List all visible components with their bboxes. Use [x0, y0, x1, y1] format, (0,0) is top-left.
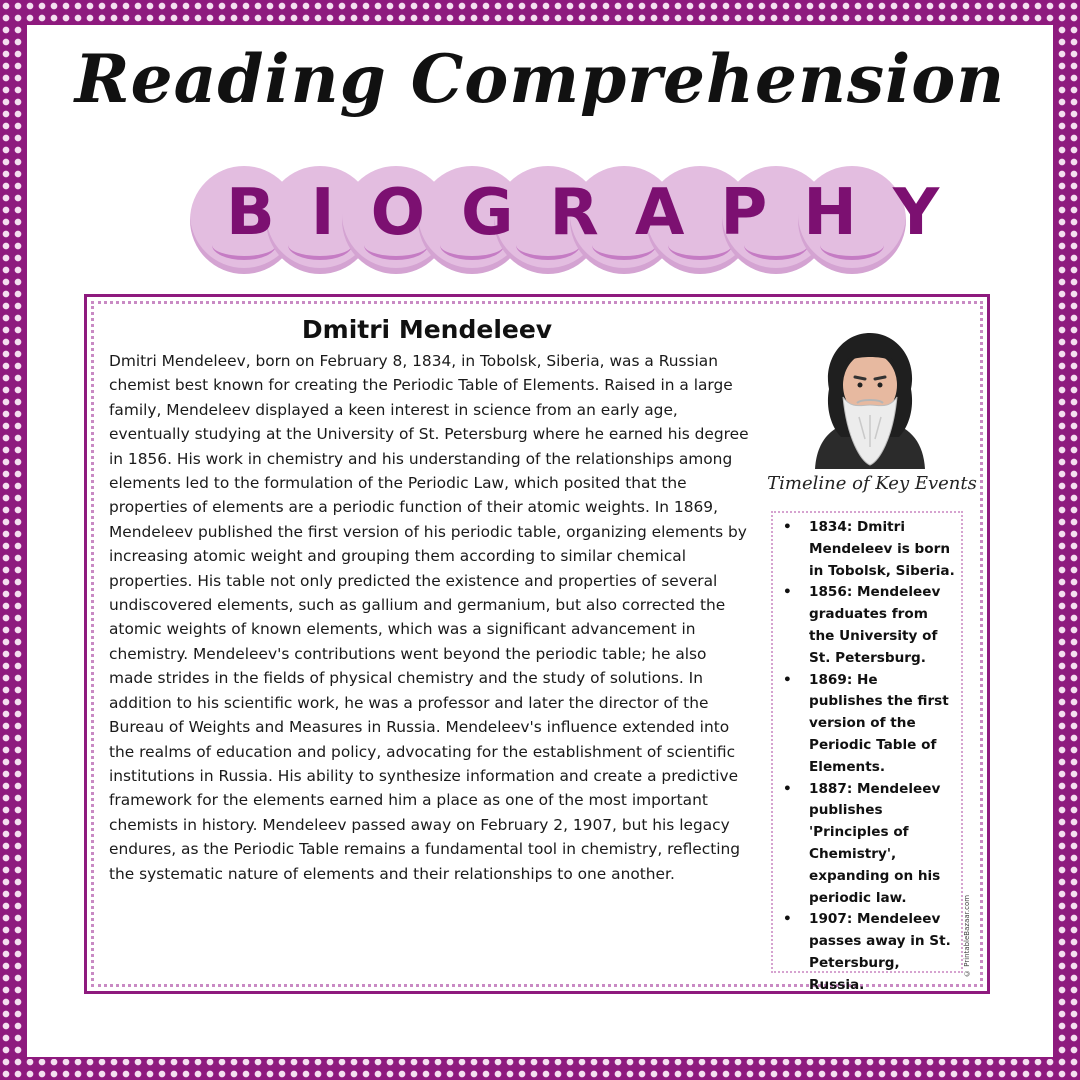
biography-text: Dmitri Mendeleev, born on February 8, 1834, in Tobolsk, Siberia, was a Russian chemist best known for creating the Periodic Table of Elements. Raised in a large family, Mendeleev displayed a keen interest in science from an early age, eventually studying at the University of St. Petersburg where he earned his degree in 1856. His work in chemistry and his understanding of the relationships among elements led to the formulation of the Periodic Law, which posited that the properties of elements are a periodic function of their atomic weights. In 1869, Mendeleev published the first version of his periodic table, organizing elements by increasing atomic weight and grouping them according to similar chemical properties. His table not only predicted the existence and properties of several undiscovered elements, such as gallium and germanium, but also corrected the atomic weights of known elements, which was a significant advancement in chemistry. Mendeleev's contributions went beyond the periodic table; he also made strides in the fields of physical chemistry and the study of solutions. In addition to his scientific work, he was a professor and later the director of the Bureau of Weights and Measures in Russia. Mendeleev's influence extended into the realms of education and policy, advocating for the establishment of scientific institutions in Russia. His ability to synthesize information and create a predictive framework for the elements earned him a place as one of the most important chemists in history. Mendeleev passed away on February 2, 1907, but his legacy endures, as the Periodic Table remains a fundamental tool in chemistry, reflecting the systematic nature of elements and their relationships to one another.	[109, 352, 749, 883]
timeline-event: 1834: Dmitri Mendeleev is born in Tobolsk, Siberia.	[809, 519, 955, 579]
timeline-event: 1869: He publishes the first version of the Periodic Table of Elements.	[809, 671, 949, 775]
timeline-box	[771, 511, 963, 993]
biography-name: Dmitri Mendeleev	[301, 315, 553, 344]
bullet-icon: •	[783, 584, 792, 601]
scientist-portrait-icon	[795, 319, 945, 469]
list-item	[779, 582, 955, 669]
list-item	[779, 779, 955, 910]
timeline-event: 1887: Mendeleev publishes 'Principles of Chemistry', expanding on his periodic law.	[809, 780, 941, 906]
list-item	[779, 909, 955, 996]
bullet-icon: •	[783, 780, 792, 797]
timeline-event: 1907: Mendeleev passes away in St. Petersburg, Russia.	[809, 911, 951, 993]
bullet-icon: •	[783, 671, 792, 688]
timeline-list	[779, 517, 955, 997]
list-item	[779, 517, 955, 582]
bullet-icon: •	[783, 911, 792, 928]
list-item	[779, 670, 955, 779]
timeline-event: 1856: Mendeleev graduates from the University of St. Petersburg.	[809, 584, 941, 666]
page-subtitle: BIOGRAPHY	[226, 176, 976, 250]
bullet-icon: •	[783, 519, 792, 535]
copyright-text: © PrintableBazaar.com	[963, 894, 971, 977]
timeline-heading: Timeline of Key Events	[767, 473, 977, 494]
page-title: Reading Comprehension	[74, 40, 1006, 118]
biography-panel	[84, 294, 990, 994]
